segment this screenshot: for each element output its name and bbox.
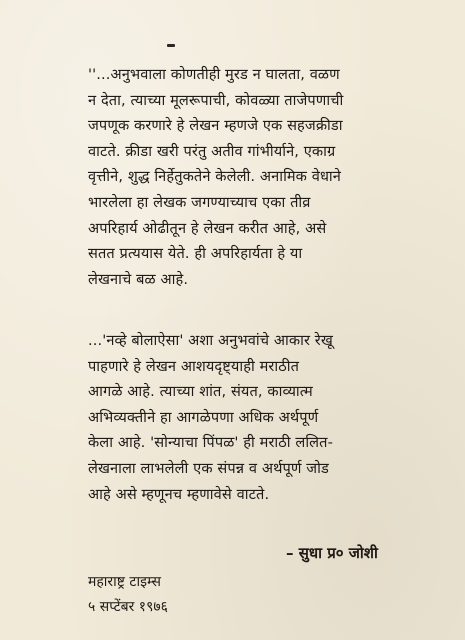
text-line: न देता, त्याच्या मूलरूपाची, कोवळ्या ताजेपणाची — [88, 91, 344, 109]
source-citation — [88, 570, 168, 620]
quote-paragraph-1 — [88, 62, 428, 292]
text-line: केला आहे. 'सोन्याचा पिंपळ' ही मराठी ललित- — [88, 434, 333, 452]
text-line: वृत्तीने, शुद्ध निर्हेतुकतेने केलेली. अनामिक वेधाने — [88, 168, 341, 186]
quote-paragraph-2 — [88, 328, 428, 507]
text-line: ...'नव्हे बोलाऐसा' अशा अनुभवांचे आकार रेखू — [88, 332, 333, 349]
text-line: लेखनाचे बळ आहे. — [88, 270, 189, 288]
text-line: लेखनाला लाभलेली एक संपन्न व अर्थपूर्ण जोड — [88, 459, 329, 477]
author-signature: – सुधा प्र० जोशी — [286, 544, 378, 562]
publication-date: ५ सप्टेंबर १९७६ — [88, 599, 168, 615]
text-line: जपणूक करणारे हे लेखन म्हणजे एक सहजक्रीडा — [88, 117, 343, 135]
text-line: अभिव्यक्तीने हा आगळेपणा अधिक अर्थपूर्ण — [88, 408, 319, 426]
publication-name: महाराष्ट्र टाइम्स — [88, 574, 161, 590]
text-line: ''...अनुभवाला कोणतीही मुरड न घालता, वळण — [88, 66, 340, 83]
text-line: आहे असे म्हणूनच म्हणावेसे वाटते. — [88, 485, 270, 503]
text-line: पाहणारे हे लेखन आशयदृष्ट्याही मराठीत — [88, 357, 300, 375]
text-line: अपरिहार्य ओढीतून हे लेखन करीत आहे, असे — [88, 219, 327, 237]
text-line: वाटते. क्रीडा खरी परंतु अतीव गांभीर्याने, एकाग्र — [88, 142, 336, 160]
text-line: भारलेला हा लेखक जगण्याच्याच एका तीव्र — [88, 193, 311, 211]
text-line: आगळे आहे. त्याच्या शांत, संयत, काव्यात्म — [88, 383, 313, 401]
text-line: सतत प्रत्ययास येते. ही अपरिहार्यता हे या — [88, 245, 303, 263]
ink-mark — [167, 44, 175, 47]
